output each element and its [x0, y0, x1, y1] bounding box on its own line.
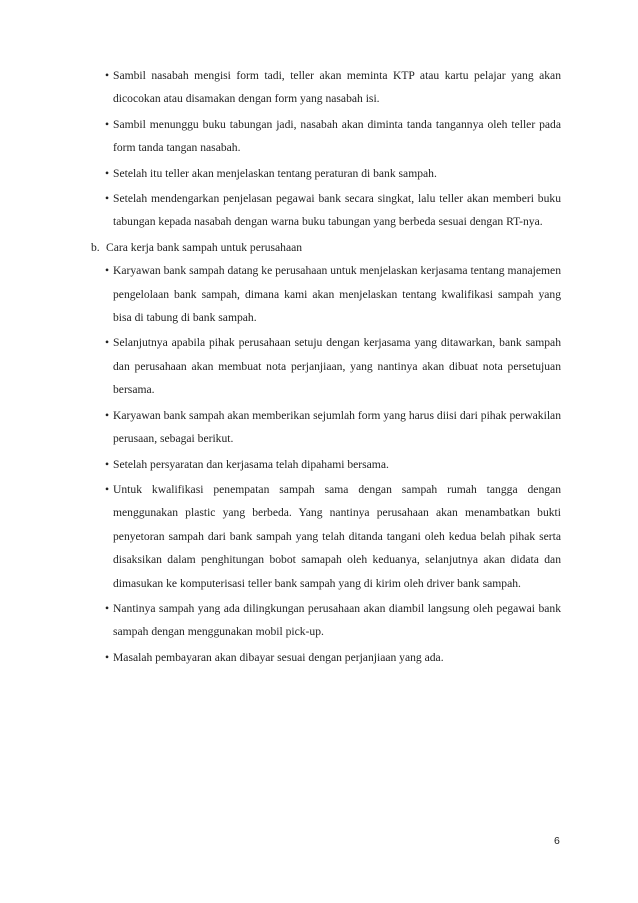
list-item	[105, 646, 561, 669]
list-item	[105, 162, 561, 185]
list-item	[105, 259, 561, 329]
section-letter: b.	[91, 240, 100, 254]
list-item-text: Untuk kwalifikasi penempatan sampah sama dengan sampah rumah tangga dengan menggunakan plastic yang berbeda. Yang nantinya perusahaan akan menambatkan bukti penyetoran sampah dari bank sampah yang telah ditanda tangani oleh kedua belah pihak serta disaksikan dalam penghitungan bobot samapah oleh keduanya, selanjutnya akan didata dan dimasukan ke komputerisasi teller bank sampah yang di kirim oleh driver bank sampah.	[113, 482, 561, 590]
page-body	[0, 64, 638, 669]
list-item-text: Sambil menunggu buku tabungan jadi, nasabah akan diminta tanda tangannya oleh teller pada form tanda tangan nasabah.	[113, 117, 561, 155]
list-item	[105, 64, 561, 111]
list-item-text: Setelah itu teller akan menjelaskan tentang peraturan di bank sampah.	[113, 166, 437, 180]
bullet-icon: •	[105, 69, 110, 82]
bullet-icon: •	[105, 408, 110, 422]
list-item	[105, 113, 561, 160]
page-number: 6	[554, 835, 560, 847]
bullet-icon: •	[105, 336, 110, 350]
section-heading	[91, 236, 638, 259]
list-item	[105, 478, 561, 595]
list-item	[105, 331, 561, 401]
bullet-icon: •	[105, 264, 110, 278]
list-item	[105, 597, 561, 644]
bullet-icon: •	[105, 650, 110, 664]
bullet-icon: •	[105, 166, 110, 180]
list-item-text: Setelah persyaratan dan kerjasama telah dipahami bersama.	[113, 457, 389, 471]
list-item	[105, 187, 561, 234]
list-item-text: Karyawan bank sampah akan memberikan sejumlah form yang harus diisi dari pihak perwakilan perusaan, sebagai berikut.	[113, 408, 561, 446]
list-item-text: Selanjutnya apabila pihak perusahaan setuju dengan kerjasama yang ditawarkan, bank sampah dan perusahaan akan membuat nota perjanjiaan, yang nantinya akan dibuat nota persetujuan bersama.	[113, 336, 561, 397]
list-item	[105, 453, 561, 476]
list-item	[105, 404, 561, 451]
list-item-text: Masalah pembayaran akan dibayar sesuai dengan perjanjiaan yang ada.	[113, 650, 444, 664]
bullet-icon: •	[105, 192, 110, 206]
bullet-icon: •	[105, 601, 110, 615]
list-item-text: Karyawan bank sampah datang ke perusahaan untuk menjelaskan kerjasama tentang manajemen pengelolaan bank sampah, dimana kami akan menjelaskan tentang kwalifikasi sampah yang bisa di tabung di bank sampah.	[113, 264, 561, 325]
list-item-text: Nantinya sampah yang ada dilingkungan perusahaan akan diambil langsung oleh pegawai bank sampah dengan menggunakan mobil pick-up.	[113, 601, 561, 639]
list-item-text: Sambil nasabah mengisi form tadi, teller akan meminta KTP atau kartu pelajar yang akan dicocokan atau disamakan dengan form yang nasabah isi.	[113, 69, 561, 106]
bullet-icon: •	[105, 117, 110, 131]
list-item-text: Setelah mendengarkan penjelasan pegawai bank secara singkat, lalu teller akan memberi buku tabungan kepada nasabah dengan warna buku tabungan yang berbeda sesuai dengan RT-nya.	[113, 192, 561, 229]
bullet-icon: •	[105, 457, 110, 471]
section-title: Cara kerja bank sampah untuk perusahaan	[106, 240, 303, 254]
bullet-icon: •	[105, 482, 110, 496]
